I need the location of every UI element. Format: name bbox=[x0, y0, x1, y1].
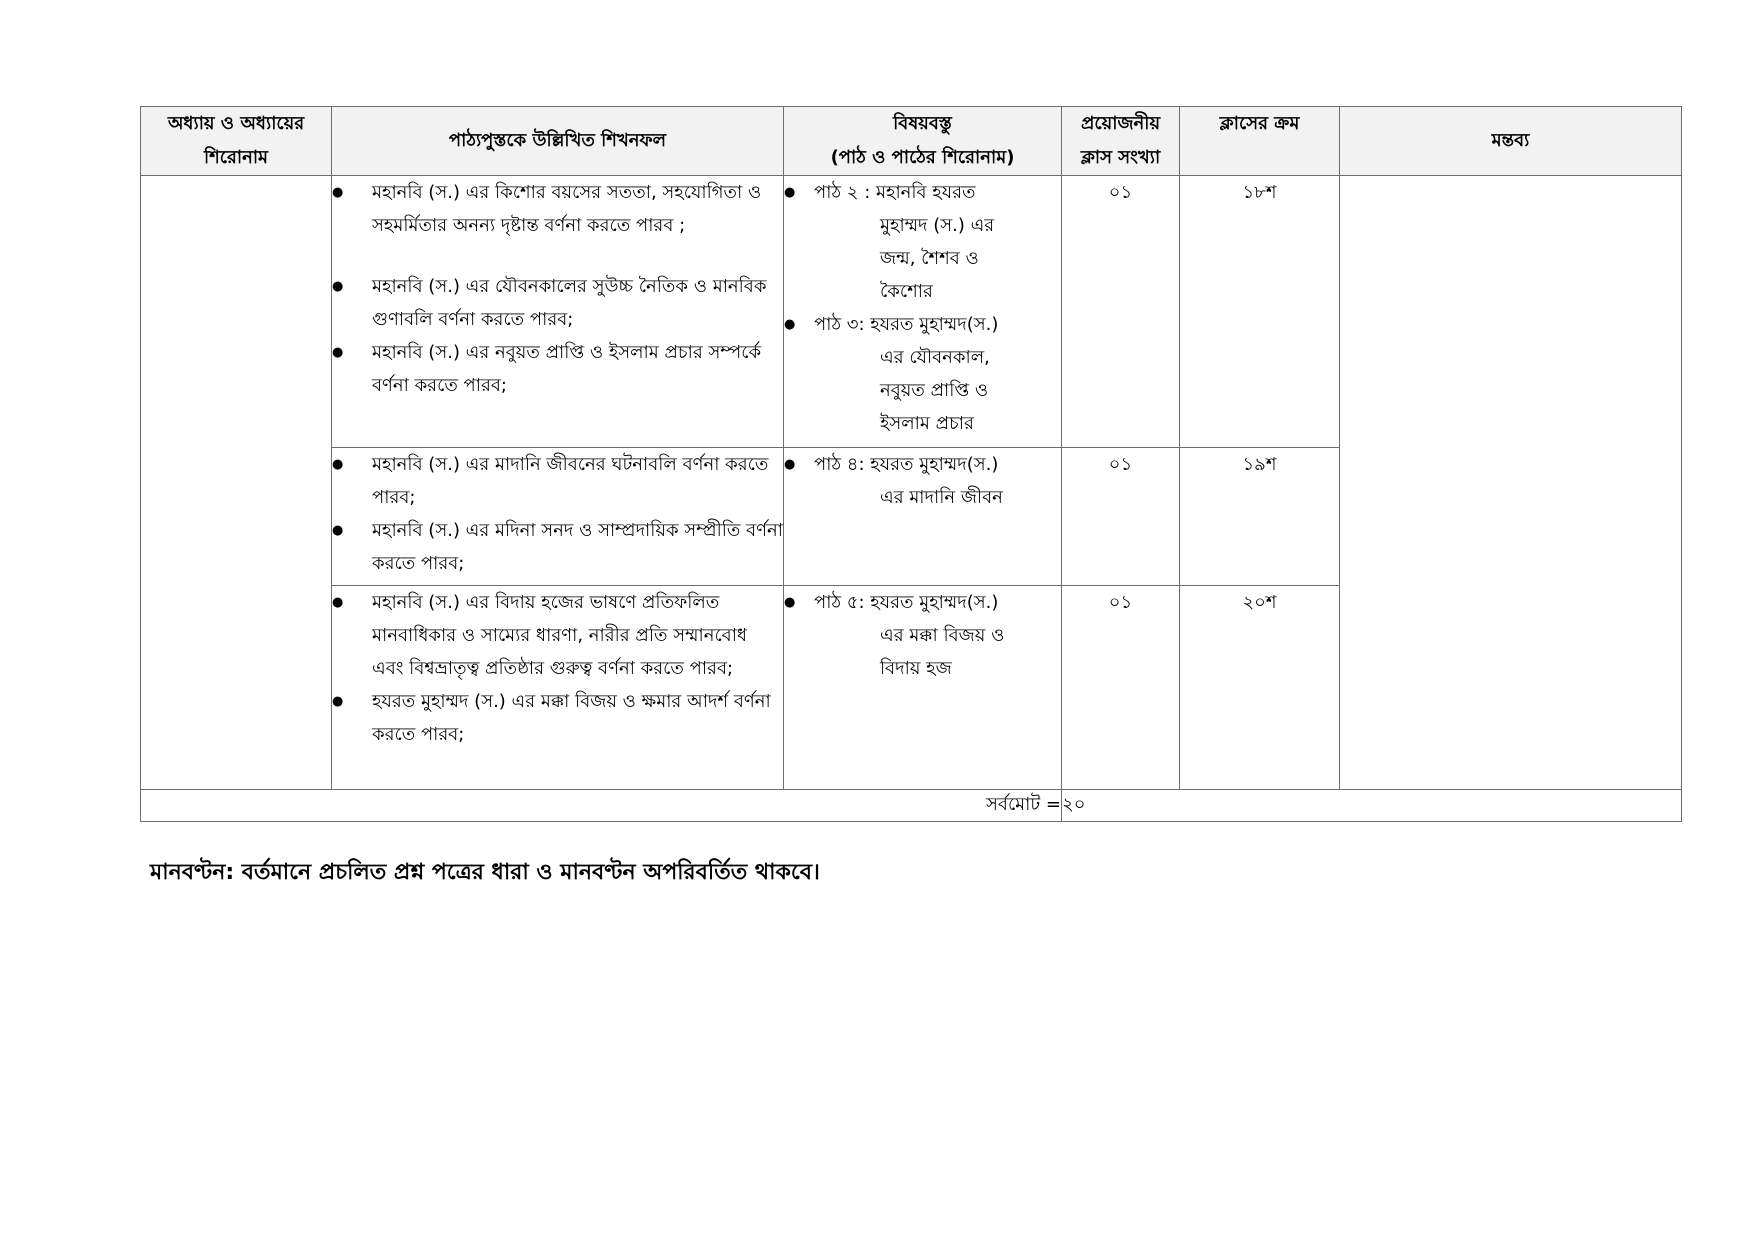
header-order: ক্লাসের ক্রম bbox=[1180, 107, 1340, 176]
total-value: ২০ bbox=[1062, 790, 1682, 822]
outcomes-cell bbox=[332, 448, 784, 586]
outcome-item: ● মহানবি (স.) এর বিদায় হজের ভাষণে প্রতিফলিত মানবাধিকার ও সাম্যের ধারণা, নারীর প্রতি সম্মানবোধ এবং বিশ্বভ্রাতৃত্ব প্রতিষ্ঠার গুরুত্ব বর্ণনা করতে পারব; bbox=[332, 586, 783, 685]
classes-cell: ০১ bbox=[1062, 448, 1180, 586]
outcome-item: ● হযরত মুহাম্মদ (স.) এর মক্কা বিজয় ও ক্ষমার আদর্শ বর্ণনা করতে পারব; bbox=[332, 685, 783, 751]
topic-item bbox=[784, 586, 1061, 685]
order-cell: ২০শ bbox=[1180, 586, 1340, 790]
header-row bbox=[141, 107, 1682, 176]
topic-head: ● পাঠ ২ : মহানবি হযরত bbox=[814, 182, 976, 203]
outcome-list bbox=[332, 586, 783, 751]
outcome-item: ● মহানবি (স.) এর মাদানি জীবনের ঘটনাবলি বর্ণনা করতে পারব; bbox=[332, 448, 783, 514]
order-cell: ১৯শ bbox=[1180, 448, 1340, 586]
outcome-item: ● মহানবি (স.) এর মদিনা সনদ ও সাম্প্রদায়িক সম্প্রীতি বর্ণনা করতে পারব; bbox=[332, 514, 783, 580]
syllabus-table bbox=[140, 106, 1682, 822]
topic-list bbox=[784, 586, 1061, 685]
header-outcomes: পাঠ্যপুস্তকে উল্লিখিত শিখনফল bbox=[332, 107, 784, 176]
topics-cell bbox=[784, 586, 1062, 790]
outcome-item: ● মহানবি (স.) এর কিশোর বয়সের সততা, সহযোগিতা ও সহমর্মিতার অনন্য দৃষ্টান্ত বর্ণনা করতে পারব ; bbox=[332, 176, 783, 242]
header-content-line1: বিষয়বস্তু bbox=[893, 113, 952, 134]
topic-list bbox=[784, 176, 1061, 440]
topic-head: ● পাঠ ৩: হযরত মুহাম্মদ(স.) bbox=[814, 314, 999, 335]
header-content-line2: (পাঠ ও পাঠের শিরোনাম) bbox=[830, 147, 1015, 168]
order-cell: ১৮শ bbox=[1180, 176, 1340, 448]
topic-item bbox=[784, 308, 1061, 440]
table-row bbox=[141, 176, 1682, 448]
outcomes-cell bbox=[332, 176, 784, 448]
total-row bbox=[141, 790, 1682, 822]
outcome-list bbox=[332, 176, 783, 242]
classes-cell: ০১ bbox=[1062, 176, 1180, 448]
topic-item bbox=[784, 176, 1061, 308]
outcome-list bbox=[332, 270, 783, 402]
topic-cont: এর মাদানি জীবন bbox=[880, 487, 1003, 508]
topic-cont: নবুয়ত প্রাপ্তি ও bbox=[880, 380, 989, 401]
topic-cont: এর যৌবনকাল, bbox=[880, 347, 990, 368]
header-classes: প্রয়োজনীয় ক্লাস সংখ্যা bbox=[1062, 107, 1180, 176]
topic-cont: এর মক্কা বিজয় ও bbox=[880, 625, 1005, 646]
outcome-item: ● মহানবি (স.) এর নবুয়ত প্রাপ্তি ও ইসলাম প্রচার সম্পর্কে বর্ণনা করতে পারব; bbox=[332, 336, 783, 402]
topic-head: ● পাঠ ৪: হযরত মুহাম্মদ(স.) bbox=[814, 454, 999, 475]
classes-cell: ০১ bbox=[1062, 586, 1180, 790]
chapter-cell bbox=[141, 176, 332, 790]
topics-cell bbox=[784, 176, 1062, 448]
header-content bbox=[784, 107, 1062, 176]
topic-head: ● পাঠ ৫: হযরত মুহাম্মদ(স.) bbox=[814, 592, 999, 613]
topic-list bbox=[784, 448, 1061, 514]
header-chapter: অধ্যায় ও অধ্যায়ের শিরোনাম bbox=[141, 107, 332, 176]
topic-cont: ইসলাম প্রচার bbox=[880, 413, 974, 434]
total-label: সর্বমোট = bbox=[141, 790, 1062, 822]
marks-distribution-note: মানবণ্টন: বর্তমানে প্রচলিত প্রশ্ন পত্রের ধারা ও মানবণ্টন অপরিবর্তিত থাকবে। bbox=[150, 860, 820, 885]
topic-cont: কৈশোর bbox=[880, 281, 933, 302]
remarks-cell bbox=[1340, 176, 1682, 790]
topic-cont: বিদায় হজ bbox=[880, 658, 952, 679]
outcomes-cell bbox=[332, 586, 784, 790]
topic-cont: জন্ম, শৈশব ও bbox=[880, 248, 979, 269]
header-remarks: মন্তব্য bbox=[1340, 107, 1682, 176]
outcome-item: ● মহানবি (স.) এর যৌবনকালের সুউচ্চ নৈতিক ও মানবিক গুণাবলি বর্ণনা করতে পারব; bbox=[332, 270, 783, 336]
topic-item bbox=[784, 448, 1061, 514]
topics-cell bbox=[784, 448, 1062, 586]
topic-cont: মুহাম্মদ (স.) এর bbox=[880, 215, 995, 236]
outcome-list bbox=[332, 448, 783, 580]
